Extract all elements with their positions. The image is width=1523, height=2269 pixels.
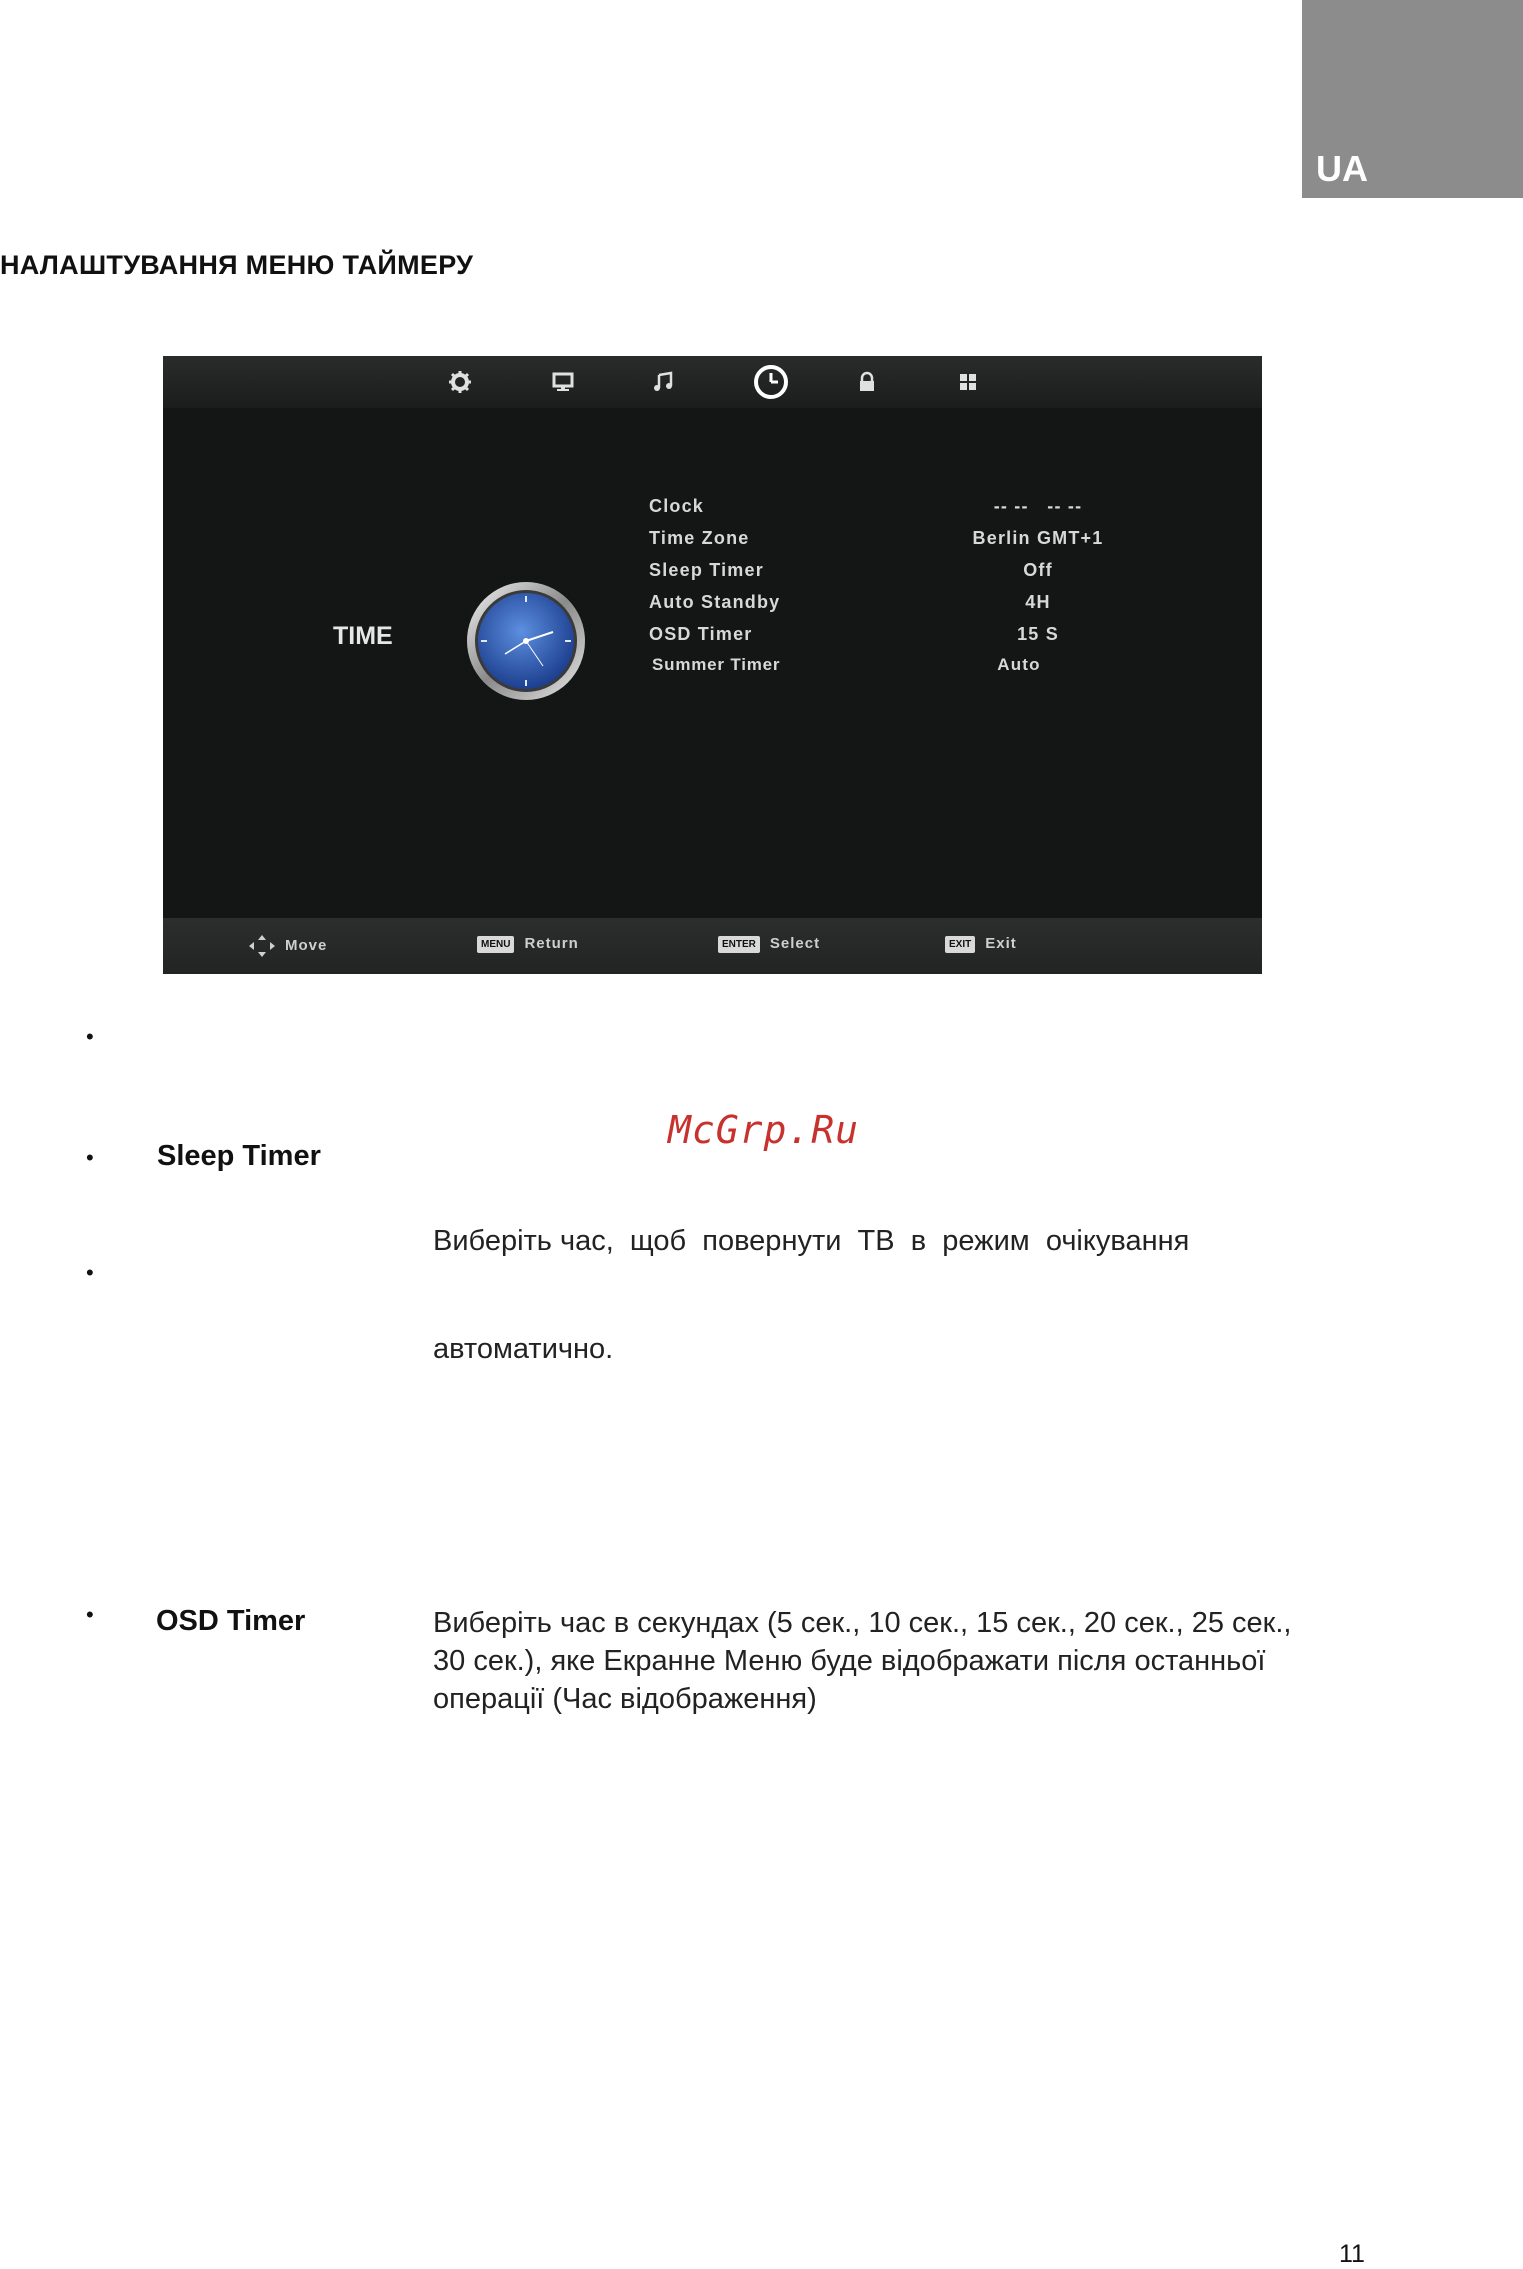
desc-sleep-timer	[433, 1146, 1189, 1406]
hint-exit-label: Exit	[985, 935, 1017, 952]
hint-move	[249, 935, 327, 957]
desc-line: 30 сек.), яке Екранне Меню буде відображати після останньої	[433, 1645, 1266, 1677]
menu-item-time-zone[interactable]: Time Zone	[649, 528, 750, 548]
language-tab	[1302, 0, 1523, 198]
menu-item-sleep-timer[interactable]: Sleep Timer	[649, 560, 764, 580]
osd-tab-bar	[163, 356, 1262, 408]
language-label: UA	[1316, 148, 1368, 189]
term-osd-timer: OSD Timer	[156, 1605, 306, 1637]
menu-item-auto-standby[interactable]: Auto Standby	[649, 592, 781, 612]
menu-key-icon: MENU	[477, 936, 514, 953]
gear-icon[interactable]	[446, 368, 474, 396]
hint-select	[718, 935, 820, 953]
menu-item-summer-timer[interactable]: Summer Timer	[652, 655, 781, 674]
osd-section-title: TIME	[333, 622, 393, 650]
desc-line: Виберіть час, щоб повернути ТВ в режим очікування	[433, 1225, 1190, 1257]
hint-return	[477, 935, 579, 953]
desc-line: операції (Час відображення)	[433, 1683, 817, 1715]
music-icon[interactable]	[650, 368, 678, 396]
menu-item-clock[interactable]: Clock	[649, 496, 705, 516]
watermark: McGrp.Ru	[668, 1108, 860, 1152]
menu-value-summer-timer: Auto	[997, 655, 1041, 674]
apps-icon[interactable]	[954, 368, 982, 396]
desc-line: Виберіть час в секундах (5 сек., 10 сек., 15 сек., 20 сек., 25 сек.,	[433, 1607, 1292, 1639]
osd-hint-bar	[163, 918, 1262, 974]
bullet-dot: •	[86, 1260, 94, 1285]
enter-key-icon: ENTER	[718, 936, 760, 953]
desc-line: автоматично.	[433, 1333, 614, 1365]
hint-return-label: Return	[524, 935, 579, 952]
bullet-dot: •	[86, 1145, 94, 1170]
bullet-dot: •	[86, 1024, 94, 1049]
lock-icon[interactable]	[853, 368, 881, 396]
desc-osd-timer	[433, 1604, 1291, 1718]
osd-menu-screenshot	[163, 356, 1262, 974]
page-heading: НАЛАШТУВАННЯ МЕНЮ ТАЙМЕРУ	[0, 250, 474, 280]
menu-value-sleep-timer: Off	[1023, 560, 1053, 580]
page-number: 11	[1339, 2240, 1365, 2268]
monitor-icon[interactable]	[549, 368, 577, 396]
exit-key-icon: EXIT	[945, 936, 975, 953]
clock-icon[interactable]	[752, 363, 790, 401]
menu-value-clock: -- -- -- --	[993, 496, 1083, 516]
term-sleep-timer: Sleep Timer	[157, 1140, 321, 1172]
hint-exit	[945, 935, 1017, 953]
menu-item-osd-timer[interactable]: OSD Timer	[649, 624, 753, 644]
bullet-dot: •	[86, 1602, 94, 1627]
hint-move-label: Move	[285, 936, 328, 954]
hint-select-label: Select	[769, 935, 821, 952]
menu-value-auto-standby: 4H	[1025, 592, 1051, 612]
clock-illustration-icon	[465, 580, 587, 702]
menu-value-time-zone: Berlin GMT+1	[972, 528, 1104, 548]
menu-value-osd-timer: 15 S	[1017, 624, 1059, 644]
arrows-icon	[249, 935, 275, 957]
